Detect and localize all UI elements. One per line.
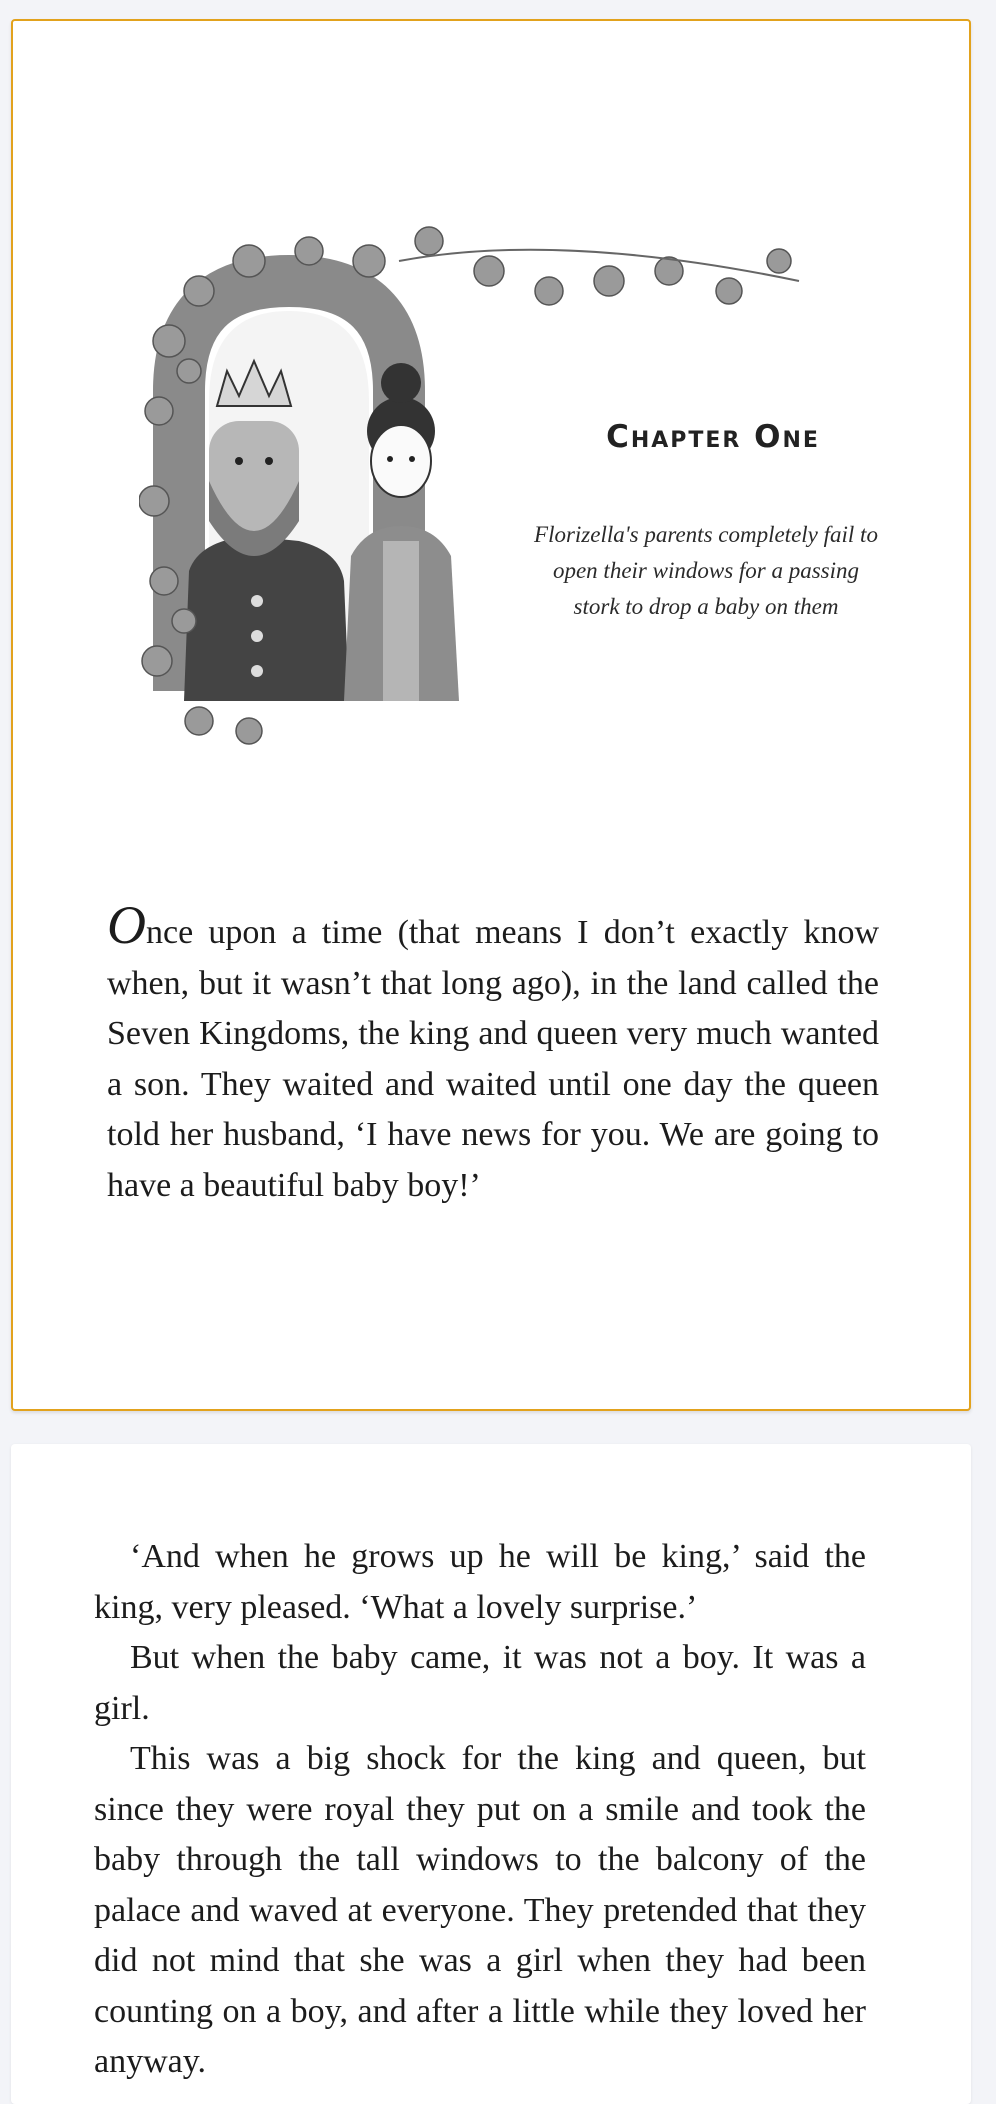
book-page-1[interactable] [11, 19, 971, 1411]
page-2-text [94, 1532, 866, 2088]
chapter-subtitle: Florizella's parents completely fail to open their windows for a passing stork to drop a baby on them [534, 522, 878, 619]
drop-cap: O [107, 895, 146, 955]
opening-text: nce upon a time (that means I don’t exactly know when, but it wasn’t that long ago), in the land called the Seven Kingdoms, the king and queen very much wanted a son. They waited and waited until one day the queen told her husband, ‘I have news for you. We are going to have a beautiful baby boy!’ [107, 914, 879, 1204]
paragraph: ‘And when he grows up he will be king,’ said the king, very pleased. ‘What a lovely surprise.’ [94, 1538, 866, 1626]
chapter-title: Chapter One [606, 419, 820, 455]
opening-paragraph [107, 895, 879, 1211]
paragraph: This was a big shock for the king and queen, but since they were royal they put on a smile and took the baby through the tall windows to the balcony of the palace and waved at everyone. They pretended that they did not mind that she was a girl when they had been counting on a boy, and after a little while they loved her anyway. [94, 1740, 866, 2080]
chapter-illustration [139, 221, 859, 781]
paragraph: But when the baby came, it was not a boy. It was a girl. [94, 1639, 866, 1727]
